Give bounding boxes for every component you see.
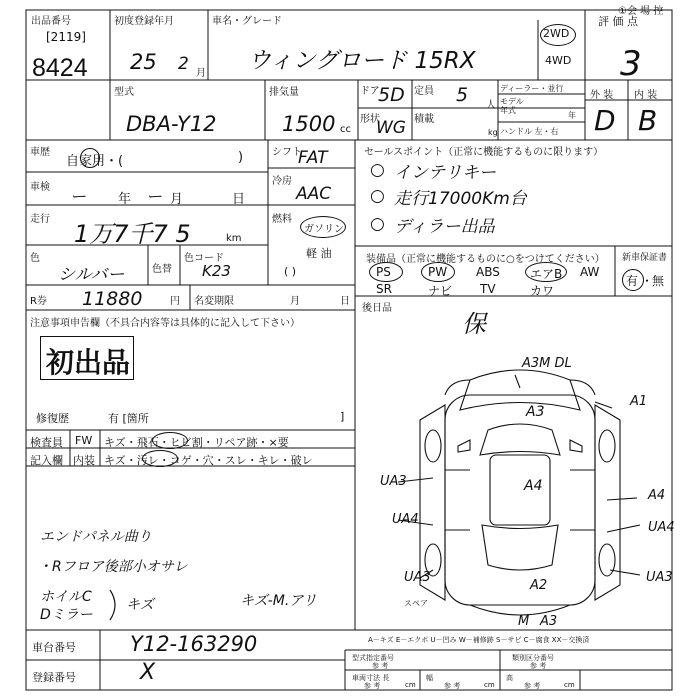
selling-point-3: ディラー出品 <box>394 217 495 237</box>
inspection-dash-1: ー <box>70 187 87 206</box>
inspector-row1: キズ・飛石・ヒビ割・リペア跡・×要 <box>104 436 289 449</box>
title-limit-day: 日 <box>340 296 350 307</box>
mark-m: M <box>518 614 530 629</box>
fuel-paren: ( ) <box>284 265 297 278</box>
mark-ua4-right: UA4 <box>648 520 675 535</box>
capacity-unit: 人 <box>486 100 496 111</box>
type-cert-label: 型式指定番号 <box>352 654 394 662</box>
grade-label: 評 価 点 <box>598 15 638 28</box>
remark-3: ホイルC <box>40 589 92 605</box>
type-label: 型式 <box>114 87 134 98</box>
selling-point-bullet-3: ○ <box>370 214 385 234</box>
equipment-label: 装備品（正常に機能するものに○をつけてください） <box>366 254 605 265</box>
later-notes-value: 保 <box>462 310 486 338</box>
type-cert-ref: 参 考 <box>372 662 389 670</box>
mark-ua3-left: UA3 <box>380 474 407 489</box>
model-label: 車名・グレード <box>212 16 282 27</box>
length-ref: 参 考 <box>364 682 381 690</box>
shape-value: WG <box>376 118 406 138</box>
inspection-month: 月 <box>170 192 184 207</box>
width-label: 幅 <box>426 674 433 682</box>
handle-label: ハンドル 左・右 <box>500 127 559 136</box>
first-reg-month: 2 <box>178 54 189 74</box>
load-label: 積載 <box>414 114 434 125</box>
width-ref: 参 考 <box>444 682 461 690</box>
cc-value: 1500 <box>282 112 336 136</box>
yen-unit: 円 <box>170 296 180 307</box>
mark-ua4-left: UA4 <box>392 512 419 527</box>
cc-unit: cc <box>340 124 351 135</box>
class-label: 類別区分番号 <box>512 654 554 662</box>
eq-navi: ナビ <box>428 284 453 298</box>
width-unit: cm <box>484 681 495 689</box>
month-unit: 月 <box>196 68 206 79</box>
model-year-label: モデル年式 <box>500 97 524 115</box>
first-reg-year: 25 <box>130 50 157 74</box>
lot-number: 8424 <box>32 54 88 82</box>
cc-label: 排気量 <box>269 87 299 98</box>
inspector-fw: FW <box>75 434 93 447</box>
length-unit: cm <box>405 681 416 689</box>
spare-label: スペア <box>404 599 428 608</box>
class-ref: 参 考 <box>530 662 547 670</box>
height-unit: cm <box>564 681 575 689</box>
shift-value: FAT <box>298 148 328 168</box>
inspector-interior: 内装 <box>73 454 95 467</box>
car-outline <box>398 370 640 615</box>
grade-value: 3 <box>620 44 642 84</box>
drive-4wd: 4WD <box>545 54 572 67</box>
inspector-label-2: 記入欄 <box>30 454 63 467</box>
capacity-value: 5 <box>456 84 469 106</box>
exterior-value: D <box>594 104 616 137</box>
inspector-label-1: 検査員 <box>30 436 63 449</box>
eq-pw: PW <box>428 265 448 279</box>
damage-legend: A－キズ E－エクボ U－凹み W－補修跡 S－サビ C－腐食 XX－交換済 <box>368 636 590 644</box>
warranty-yes: 有 <box>626 274 639 288</box>
color-label: 色 <box>30 253 40 264</box>
first-listing: 初出品 <box>46 346 131 379</box>
warranty-no: 無 <box>652 274 665 288</box>
chassis-value: Y12-163290 <box>130 632 258 656</box>
color-value: シルバー <box>58 265 125 285</box>
history-value: 自家用・( <box>66 154 124 169</box>
color-code-label: 色コード <box>184 253 224 264</box>
fuel-gas: ガソリン <box>304 224 344 235</box>
aircon-value: AAC <box>296 184 332 204</box>
mark-ua3-lower-right: UA3 <box>646 570 673 585</box>
top-right-label: ①会 場 控 <box>618 6 664 17</box>
later-notes-label: 後日品 <box>362 303 392 314</box>
inspector-row2: キズ・汚レ・コゲ・穴・スレ・キレ・破レ <box>104 454 313 467</box>
model-name: ウィングロード 15RX <box>248 48 476 74</box>
reg-label: 登録番号 <box>32 671 76 684</box>
mileage-label: 走行 <box>30 214 50 225</box>
mark-a4-right: A4 <box>648 488 666 503</box>
capacity-label: 定員 <box>414 86 434 97</box>
selling-point-bullet-1: ○ <box>370 160 385 180</box>
height-label: 高 <box>506 674 513 682</box>
inspection-dash-2: ー <box>146 187 163 206</box>
notice-label: 注意事項申告欄（不具合内容等は具体的に記入して下さい） <box>30 318 300 329</box>
shape-label: 形状 <box>360 114 380 125</box>
history-close: ) <box>238 150 244 165</box>
lot-code: [2119] <box>46 30 86 44</box>
eq-tv: TV <box>480 282 496 296</box>
eq-leather: カワ <box>530 284 555 298</box>
new-warranty-label: 新車保証書 <box>622 253 668 263</box>
eq-abs: ABS <box>476 265 500 279</box>
first-reg-label: 初度登録年月 <box>114 16 174 27</box>
fuel-label: 燃料 <box>272 214 292 225</box>
inspection-year: 年 <box>118 192 132 207</box>
remark-5: キズ <box>126 597 154 613</box>
door-label: ドア <box>360 86 380 97</box>
fuel-diesel: 軽 油 <box>306 247 332 260</box>
mark-a2: A2 <box>530 578 548 593</box>
reg-value: X <box>140 660 156 685</box>
history-label: 車歴 <box>30 147 50 158</box>
repair-close: ] <box>340 410 345 423</box>
repair-label: 修復歴 <box>36 412 69 425</box>
door-value: 5D <box>378 84 405 106</box>
title-limit-label: 名変期限 <box>194 296 234 307</box>
mark-ua3-lower-left: UA3 <box>404 570 431 585</box>
recycle-label: R券 <box>30 296 47 307</box>
remark-6: キズ-M.アリ <box>240 593 317 609</box>
height-ref: 参 考 <box>524 682 541 690</box>
mark-a1: A1 <box>630 394 648 409</box>
year-unit: 年 <box>568 111 576 120</box>
mark-a3-rear: A3 <box>540 614 558 629</box>
inspection-label: 車検 <box>30 182 50 193</box>
mark-a3-roof: A3 <box>526 404 545 420</box>
remark-2: ・Rフロア後部小オサレ <box>38 559 188 575</box>
exterior-label: 外 装 <box>590 90 614 101</box>
color-change-label: 色替 <box>152 264 172 275</box>
eq-aw: AW <box>580 265 600 279</box>
chassis-label: 車台番号 <box>32 641 76 654</box>
interior-label: 内 装 <box>634 90 658 101</box>
remark-4: Dミラー <box>40 607 93 623</box>
color-code-value: K23 <box>202 262 231 280</box>
selling-point-1: インテリキー <box>394 163 496 183</box>
eq-sr: SR <box>376 282 392 296</box>
dealer-label: ディーラー・並行 <box>500 84 564 93</box>
mileage-value: 1万7千7 5 <box>74 220 191 248</box>
inspection-day: 日 <box>232 192 246 207</box>
aircon-label: 冷房 <box>272 176 292 187</box>
mark-a4-center: A4 <box>524 478 543 494</box>
selling-point-2: 走行17000Km台 <box>394 189 527 209</box>
selling-points-label: セールスポイント（正常に機能するものに限ります） <box>364 147 604 158</box>
load-unit: kg <box>488 128 498 137</box>
title-limit-month: 月 <box>290 296 300 307</box>
mark-a3m-dl: A3M DL <box>522 356 572 371</box>
lot-label: 出品番号 <box>31 16 71 27</box>
repair-value: 有 [箇所 <box>108 412 149 425</box>
remark-1: エンドパネル曲り <box>40 529 152 545</box>
mileage-unit: km <box>226 233 242 244</box>
drive-2wd: 2WD <box>543 27 570 40</box>
recycle-value: 11880 <box>82 288 143 310</box>
warranty-sep: ・ <box>641 274 654 288</box>
length-label: 車両寸法 長 <box>352 674 390 682</box>
selling-point-bullet-2: ○ <box>370 186 385 206</box>
eq-airbag: エアB <box>530 267 563 281</box>
interior-value: B <box>638 104 658 137</box>
shift-label: シフト <box>272 147 302 158</box>
eq-ps: PS <box>376 265 391 279</box>
type-value: DBA-Y12 <box>126 112 217 136</box>
